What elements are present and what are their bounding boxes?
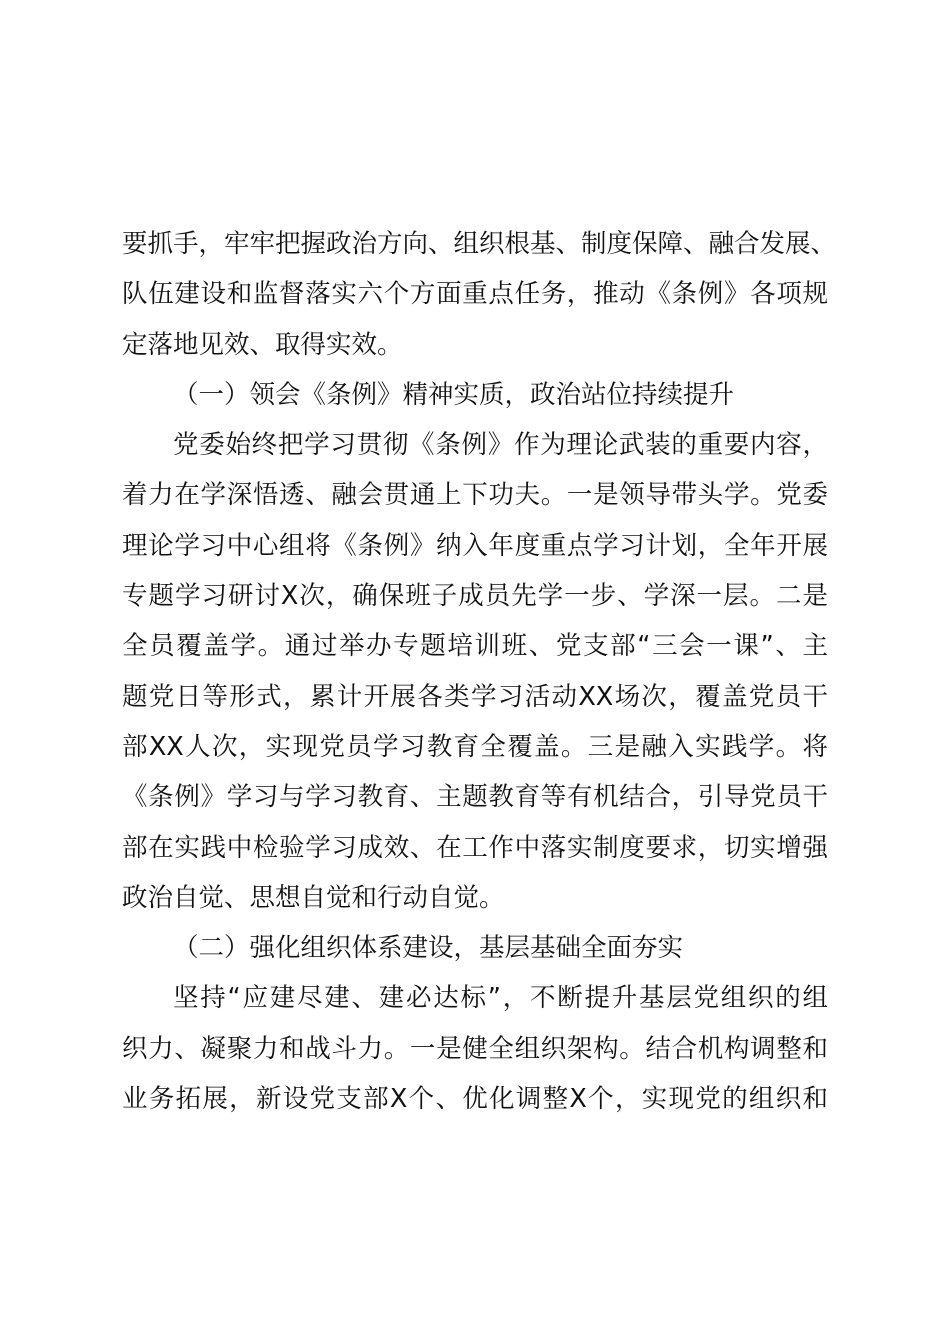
paragraph-line: 定落地见效、取得实效。 [122, 329, 403, 360]
paragraph-line: 专题学习研讨X次，确保班子成员先学一步、学深一层。二是 [122, 581, 828, 612]
paragraph-line: 全员覆盖学。通过举办专题培训班、党支部“三会一课”、主 [122, 631, 828, 662]
paragraph-line: 织力、凝聚力和战斗力。一是健全组织架构。结合机构调整和 [122, 1033, 828, 1064]
paragraph-line: 业务拓展，新设党支部X个、优化调整X个，实现党的组织和 [122, 1084, 828, 1115]
paragraph-line: 队伍建设和监督落实六个方面重点任务，推动《条例》各项规 [122, 279, 828, 310]
section-heading-1: （一）领会《条例》精神实质，政治站位持续提升 [173, 379, 735, 410]
paragraph-line: 理论学习中心组将《条例》纳入年度重点学习计划，全年开展 [122, 530, 828, 561]
paragraph-line: 要抓手，牢牢把握政治方向、组织根基、制度保障、融合发展、 [122, 229, 837, 259]
paragraph-line: 着力在学深悟透、融会贯通上下功夫。一是领导带头学。党委 [122, 480, 828, 511]
paragraph-line: 部XX人次，实现党员学习教育全覆盖。三是融入实践学。将 [122, 731, 828, 762]
paragraph-line: 《条例》学习与学习教育、主题教育等有机结合，引导党员干 [122, 782, 828, 813]
paragraph-line: 部在实践中检验学习成效、在工作中落实制度要求，切实增强 [122, 832, 828, 863]
paragraph-line: 党委始终把学习贯彻《条例》作为理论武装的重要内容， [173, 430, 828, 461]
paragraph-line: 题党日等形式，累计开展各类学习活动XX场次，覆盖党员干 [122, 681, 828, 712]
paragraph-line: 政治自觉、思想自觉和行动自觉。 [122, 882, 505, 913]
document-body [122, 219, 837, 1124]
section-heading-2: （二）强化组织体系建设，基层基础全面夯实 [173, 933, 684, 964]
paragraph-line: 坚持“应建尽建、建必达标”，不断提升基层党组织的组 [173, 983, 828, 1014]
